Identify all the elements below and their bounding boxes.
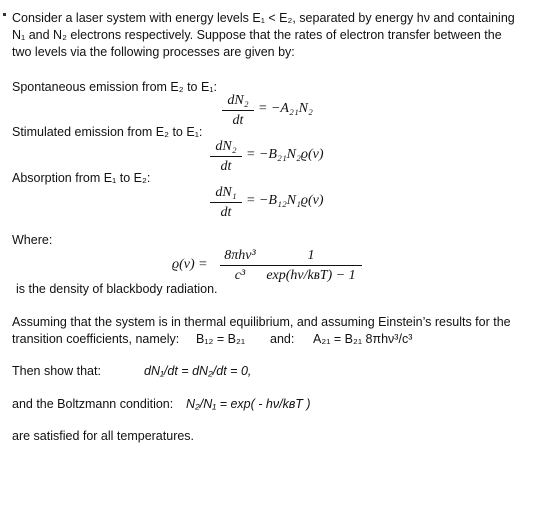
rho-fraction-1-bar xyxy=(220,265,260,266)
bullet-marker xyxy=(3,13,6,16)
rho-fraction-2 xyxy=(260,247,362,284)
b-coefficients-equation: B₁₂ = B₂₁ xyxy=(196,332,246,346)
eq3-numerator: dN₁ xyxy=(215,185,237,200)
rho-fraction-1-denominator: c³ xyxy=(234,268,246,283)
rho-fraction-1 xyxy=(220,247,260,284)
eq3-rhs: = −B₁₂N₁ϱ(ν) xyxy=(246,193,324,208)
eq1-rhs: = −A₂₁N₂ xyxy=(258,101,313,116)
rho-fraction-2-denominator: exp(hν/kʙT) − 1 xyxy=(266,268,356,283)
a-coefficient-equation: A₂₁ = B₂₁ 8πhν³/c³ xyxy=(313,332,413,346)
eq2-denominator: dt xyxy=(220,159,232,174)
final-statement: are satisfied for all temperatures. xyxy=(12,429,195,443)
boltzmann-label: and the Boltzmann condition: xyxy=(12,397,174,411)
assumption-text: Assuming that the system is in thermal equilibrium, and assuming Einstein’s results for the xyxy=(12,315,511,329)
rho-description: is the density of blackbody radiation. xyxy=(16,282,218,296)
stimulated-emission-label: Stimulated emission from E₂ to E₁: xyxy=(12,125,203,139)
eq2-fraction xyxy=(210,138,242,175)
rho-lhs: ϱ(ν) = xyxy=(172,257,208,272)
absorption-label: Absorption from E₁ to E₂: xyxy=(12,171,151,185)
eq1-denominator: dt xyxy=(232,113,244,128)
rho-fraction-2-bar xyxy=(260,265,362,266)
eq1-fraction-bar xyxy=(222,110,254,111)
rho-fraction-2-numerator: 1 xyxy=(307,248,315,263)
eq2-rhs: = −B₂₁N₂ϱ(ν) xyxy=(246,147,324,162)
intro-paragraph: Consider a laser system with energy levels E₁ < E₂, separated by energy hν and containing N₁ and N₂ electrons respectively. Suppose that the rates of electron transfer between the two levels via the following processes are given by: xyxy=(12,11,515,59)
rho-fraction-1-numerator: 8πhν³ xyxy=(224,248,256,263)
eq1-numerator: dN₂ xyxy=(227,93,249,108)
coefficients-lead: transition coefficients, namely: xyxy=(12,332,180,346)
eq2-numerator: dN₂ xyxy=(215,139,237,154)
where-label: Where: xyxy=(12,233,53,247)
and-label: and: xyxy=(270,332,295,346)
eq3-fraction-bar xyxy=(210,202,242,203)
show-that-label: Then show that: xyxy=(12,364,101,378)
boltzmann-equation: N₂/N₁ = exp( - hν/kʙT ) xyxy=(186,397,311,411)
eq3-denominator: dt xyxy=(220,205,232,220)
eq1-fraction xyxy=(222,92,254,129)
eq2-fraction-bar xyxy=(210,156,242,157)
eq3-fraction xyxy=(210,184,242,221)
steady-state-equation: dN₁/dt = dN₂/dt = 0, xyxy=(144,364,252,378)
spontaneous-emission-label: Spontaneous emission from E₂ to E₁: xyxy=(12,80,218,94)
